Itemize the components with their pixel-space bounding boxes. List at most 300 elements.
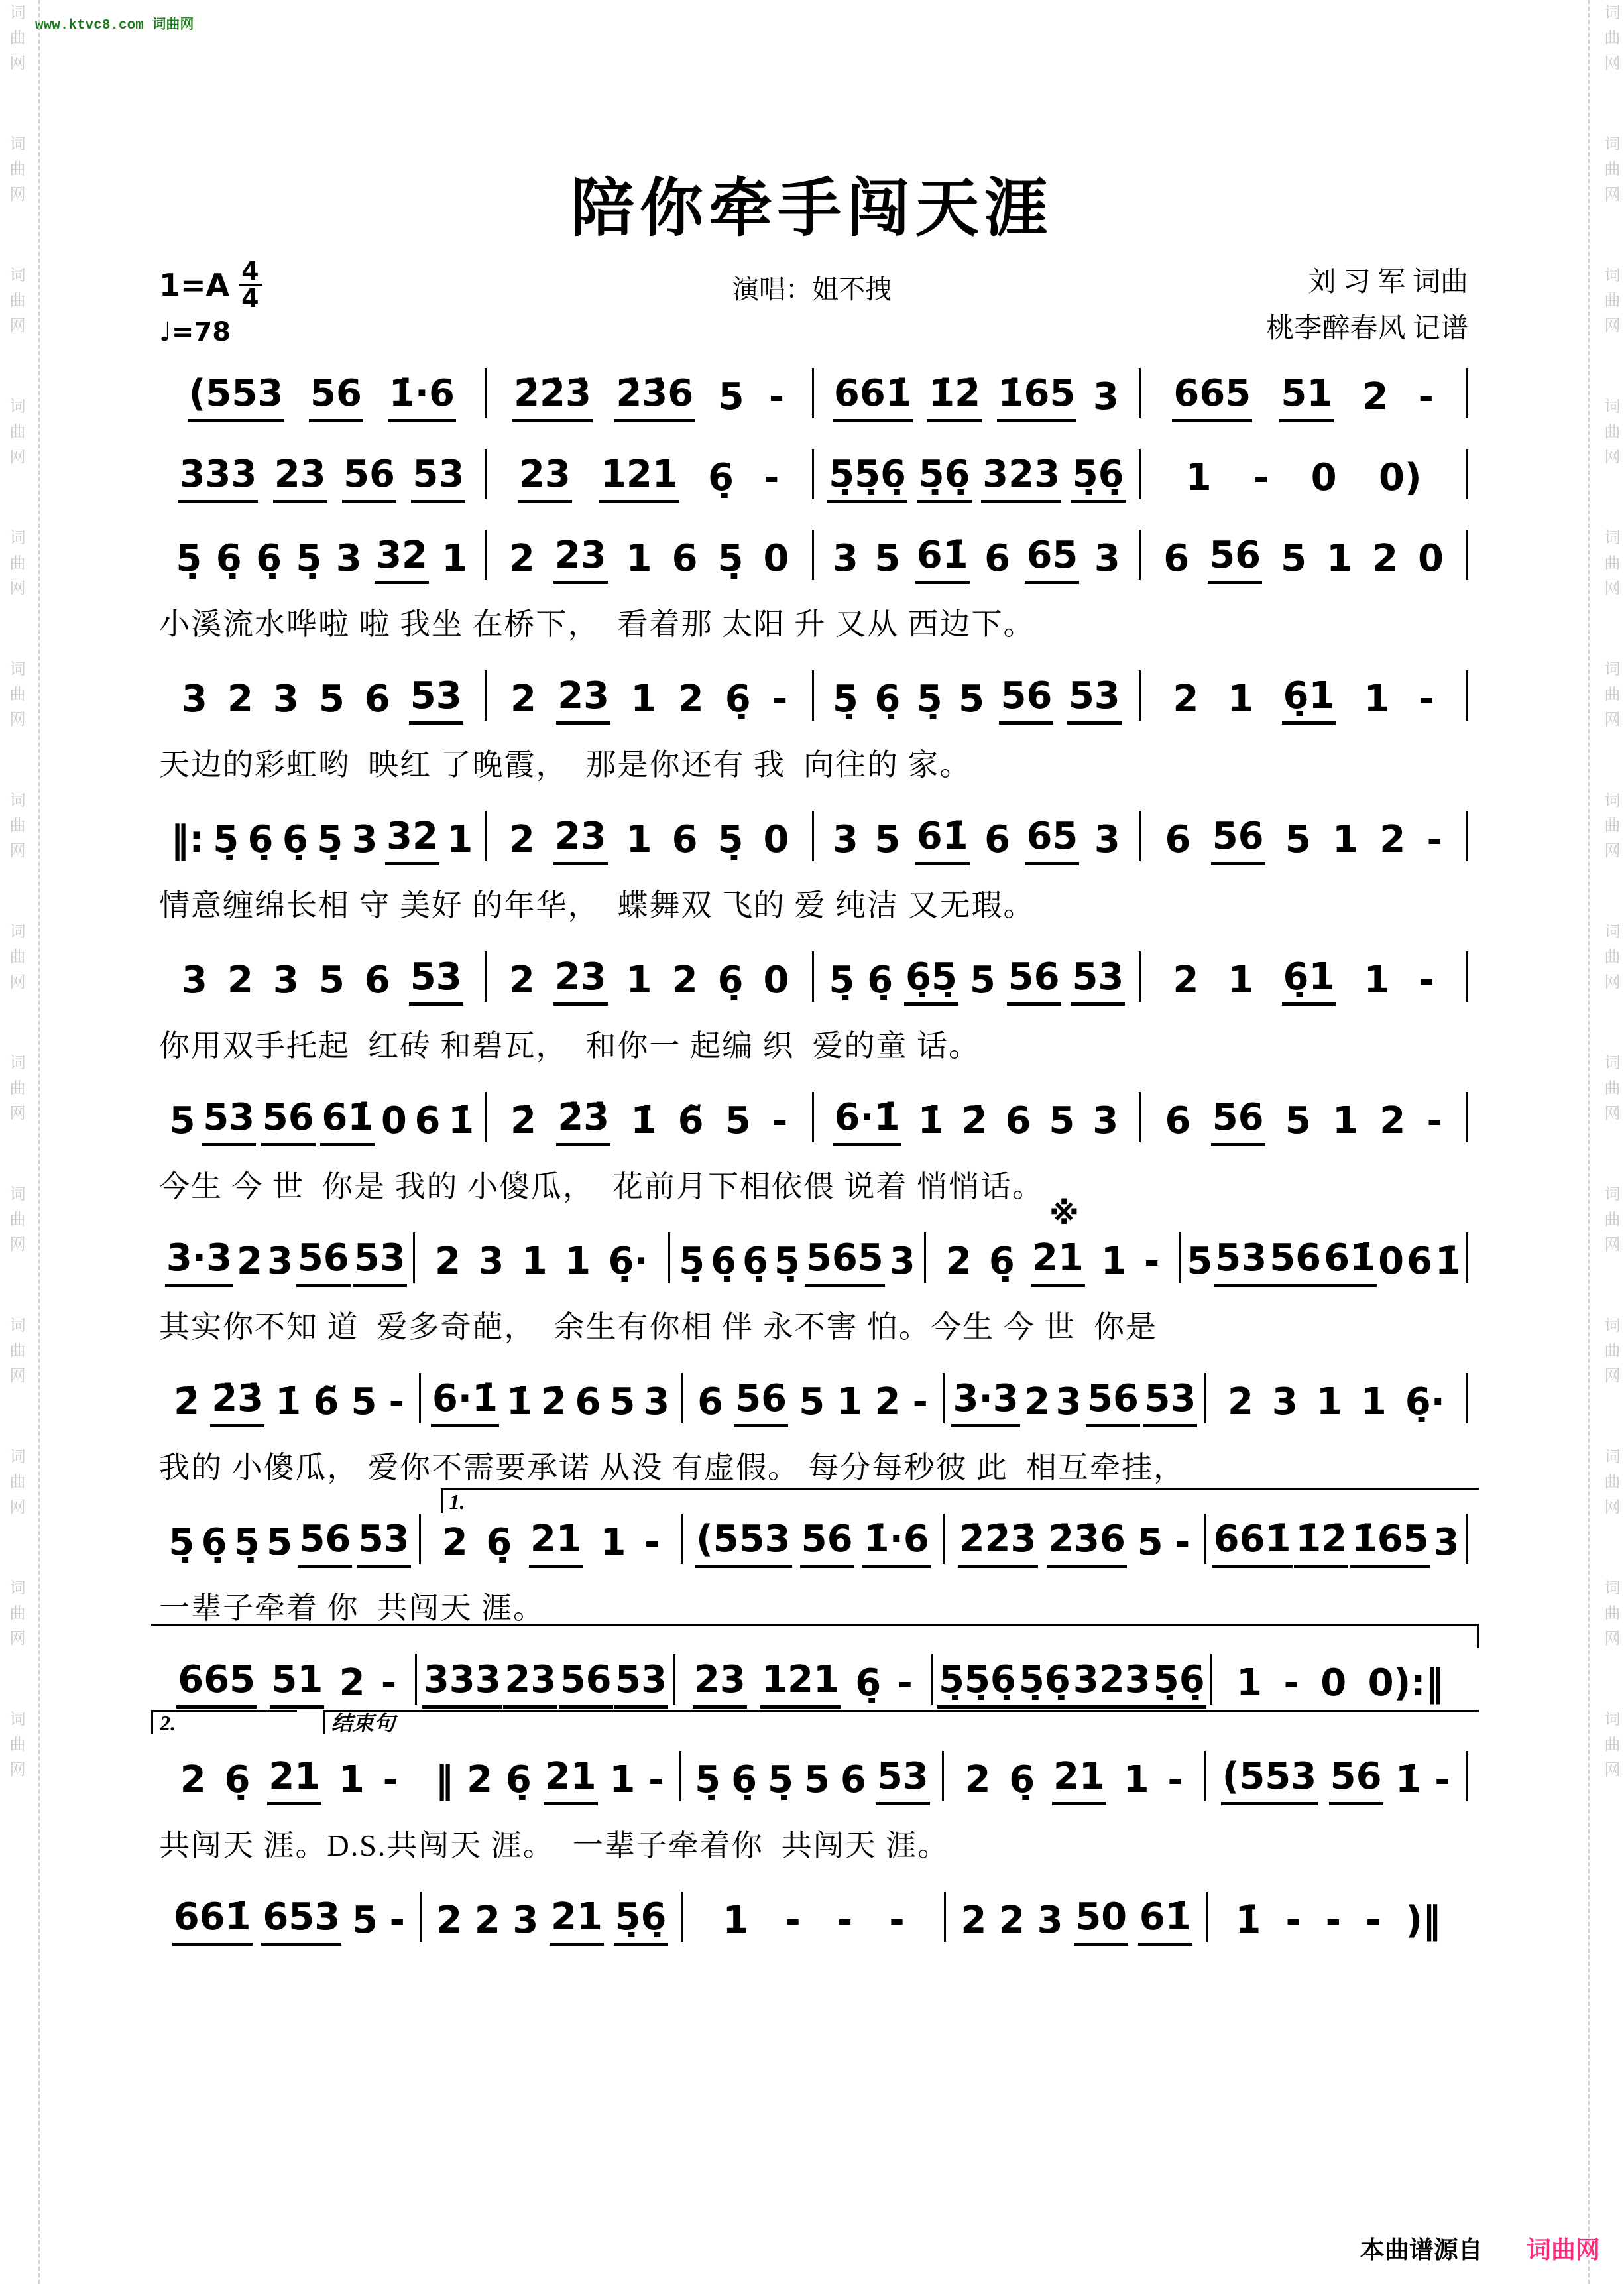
note-token: 6̣1	[1282, 673, 1336, 725]
note-token: 1	[630, 678, 657, 721]
measure	[1206, 1516, 1466, 1568]
score-line	[159, 1654, 1468, 1709]
score-line	[159, 368, 1468, 422]
note-token: 5̣	[774, 1240, 800, 1284]
note-token: 56	[800, 1516, 854, 1568]
measure	[159, 954, 485, 1006]
lyrics-line: 共闯天 涯。D.S.共闯天 涯。 一辈子牵着你 共闯天 涯。	[159, 1829, 950, 1862]
barline	[1466, 368, 1468, 418]
note-token: 1̇	[506, 1380, 532, 1424]
note-token: 1̇	[1395, 1758, 1421, 1802]
measure	[487, 451, 812, 503]
note-token: 6	[364, 678, 390, 721]
note-token: -	[1426, 1099, 1442, 1143]
note-token: 5̣	[213, 818, 239, 862]
note-token: 3	[1433, 1521, 1460, 1565]
notation-credit: 桃李醉春风 记谱	[1266, 314, 1468, 344]
note-token: 5̣	[176, 537, 202, 581]
note-token: 53	[1143, 1376, 1198, 1427]
measure	[814, 371, 1139, 422]
note-token: 61̇	[320, 1095, 375, 1146]
note-token: 1	[1363, 959, 1390, 1002]
note-token: 2	[467, 1758, 493, 1802]
note-token: -	[772, 1099, 788, 1143]
note-token: 56	[999, 673, 1053, 725]
note-token: 23	[553, 532, 608, 584]
lyrics-line: 我的 小傻瓜， 爱你不需要承诺 从没 有虚假。 每分每秒彼 此 相互牵挂，	[159, 1451, 1185, 1484]
note-token: 23	[693, 1657, 747, 1709]
note-token: 2̇3̇6	[1047, 1516, 1127, 1568]
notes-row	[159, 449, 1468, 503]
note-token: 32	[375, 532, 429, 584]
note-token: 56	[559, 1657, 613, 1709]
barline	[1466, 1751, 1468, 1801]
note-token: 5	[609, 1380, 636, 1424]
note-token: 2	[227, 959, 253, 1002]
note-token: 3	[478, 1240, 504, 1284]
note-token: 5	[1049, 1099, 1075, 1143]
note-token: -	[1419, 678, 1434, 721]
barline	[1466, 530, 1468, 580]
note-token: -	[382, 1758, 398, 1802]
note-token: -	[837, 1899, 853, 1943]
lyrics-line: 今生 今 世 你是 我的 小傻瓜， 花前月下相依偎 说着 悄悄话。	[159, 1170, 1044, 1203]
note-token: 3	[1094, 537, 1120, 581]
note-token: 1	[1326, 537, 1353, 581]
score	[159, 368, 1468, 1972]
measure	[159, 451, 485, 503]
note-token: (553	[1221, 1754, 1318, 1805]
note-token: 5	[718, 375, 744, 419]
note-token: 3	[1092, 1099, 1119, 1143]
note-token: -	[1418, 375, 1434, 419]
note-token: 1	[565, 1240, 591, 1284]
note-token: 2̇	[174, 1380, 200, 1424]
note-token: 2	[1024, 1380, 1051, 1424]
note-token: 3	[1094, 818, 1120, 862]
note-token: 2	[1379, 818, 1406, 862]
measure	[1181, 1235, 1466, 1287]
note-token: 6̣	[855, 1661, 882, 1705]
note-token: 0	[1310, 456, 1337, 500]
note-token: 661̇	[172, 1894, 253, 1946]
tempo-marking: ♩=78	[159, 317, 231, 347]
score-line	[159, 951, 1468, 1065]
note-token: 1	[600, 1521, 626, 1565]
note-token: 53	[202, 1095, 256, 1146]
measure	[683, 1376, 943, 1427]
note-token: 2̇	[510, 1099, 536, 1143]
note-token: 2	[510, 678, 536, 721]
note-token: 1	[723, 1899, 749, 1943]
note-token: 2	[1173, 959, 1199, 1002]
measure	[683, 1897, 944, 1946]
note-token: 6̣	[486, 1521, 512, 1565]
note-token: 5	[318, 959, 345, 1002]
note-token: 65	[1025, 813, 1079, 865]
measure	[487, 954, 812, 1006]
note-token: 5̣6̣	[1017, 1657, 1072, 1709]
measure	[946, 1894, 1206, 1946]
measure	[159, 1376, 419, 1427]
note-token: 2	[1227, 1380, 1253, 1424]
note-token: 3	[512, 1899, 539, 1943]
note-token: 6	[840, 1758, 866, 1802]
lyrics-line: 你用双手托起 红砖 和碧瓦， 和你一 起编 织 爱的童 话。	[159, 1029, 980, 1063]
note-token: 1̇2̇	[927, 371, 982, 422]
note-token: 1	[609, 1758, 636, 1802]
note-token: 3	[1092, 375, 1119, 419]
note-token: 1̇·6	[388, 371, 456, 422]
measure	[159, 1516, 419, 1568]
measure	[487, 532, 812, 584]
note-token: 3	[644, 1380, 670, 1424]
note-token: 5̣	[829, 959, 855, 1002]
note-token: 0	[763, 959, 789, 1002]
note-token: 53	[409, 954, 463, 1006]
note-token: 6̣·	[608, 1240, 648, 1284]
note-token: 6̣	[247, 818, 274, 862]
note-token: 0	[763, 537, 789, 581]
note-token: -	[1365, 1899, 1381, 1943]
note-token: 56	[296, 1235, 351, 1287]
note-token: 1	[1360, 1380, 1387, 1424]
note-token: 3	[1037, 1899, 1063, 1943]
notes-row	[159, 1232, 1468, 1287]
note-token: 565	[805, 1235, 885, 1287]
note-token: 2	[1372, 537, 1398, 581]
barline	[1466, 811, 1468, 861]
measure	[945, 1376, 1204, 1427]
measure	[417, 1657, 673, 1709]
note-token: ‖:	[170, 818, 204, 862]
note-token: -	[644, 1521, 660, 1565]
measure	[159, 1095, 485, 1146]
measure	[1206, 1379, 1466, 1427]
note-token: 56	[261, 1095, 316, 1146]
note-token: 2	[677, 678, 704, 721]
measure	[1141, 673, 1466, 725]
note-token: 1	[626, 537, 652, 581]
note-token: 1̇65	[1350, 1516, 1430, 1568]
note-token: 1	[1228, 678, 1254, 721]
note-token: 6̣	[742, 1240, 768, 1284]
note-token: 2̇2̇3̇	[512, 371, 593, 422]
measure	[1141, 532, 1466, 584]
note-token: 6̣	[731, 1758, 758, 1802]
note-token: 1	[1332, 818, 1359, 862]
volta-label: 1.	[449, 1490, 465, 1514]
note-token: 3	[266, 1240, 293, 1284]
note-token: -	[1426, 818, 1442, 862]
note-token: 2̇3̇	[556, 1095, 610, 1146]
measure	[1141, 954, 1466, 1006]
note-token: 1	[626, 818, 652, 862]
note-token: 5̣	[679, 1240, 705, 1284]
note-token: 5̣6̣	[1071, 451, 1126, 503]
note-token: 5	[1137, 1521, 1163, 1565]
note-token: 2	[964, 1758, 991, 1802]
note-token: 5	[725, 1099, 751, 1143]
note-token: 21	[529, 1516, 583, 1568]
note-token: 6̣	[505, 1758, 532, 1802]
note-token: 1	[1316, 1380, 1342, 1424]
note-token: 6	[1165, 1099, 1191, 1143]
note-token: 6̣	[988, 1240, 1015, 1284]
note-token: 6̣1	[1282, 954, 1336, 1006]
note-token: 5	[1285, 818, 1311, 862]
note-token: 2	[474, 1899, 500, 1943]
note-token: 5̣	[695, 1758, 721, 1802]
note-token: 6	[1163, 537, 1190, 581]
measure	[159, 1657, 415, 1709]
measure	[814, 1095, 1139, 1146]
note-token: 5̣	[233, 1521, 260, 1565]
measure	[1141, 1095, 1466, 1146]
measure	[683, 1516, 943, 1568]
measure	[681, 1754, 942, 1805]
note-token: 53	[1067, 673, 1122, 725]
measure	[420, 1754, 680, 1805]
note-token: 0	[763, 818, 789, 862]
song-title: 陪你牵手闯天涯	[571, 173, 1053, 244]
note-token: 61̇	[915, 532, 970, 584]
note-token: 3·3	[165, 1235, 233, 1287]
note-token: 665	[1172, 371, 1252, 422]
score-line	[159, 811, 1468, 925]
measure	[159, 371, 485, 422]
footer-credit	[1360, 2230, 1600, 2265]
lyrics-line: 小溪流水哗啦 啦 我坐 在桥下， 看着那 太阳 升 又从 西边下。	[159, 607, 1035, 641]
note-token: 1	[837, 1380, 863, 1424]
note-token: -	[768, 375, 785, 419]
note-token: 2	[1379, 1099, 1406, 1143]
note-token: 121	[760, 1657, 841, 1709]
note-token: 23	[518, 451, 572, 503]
volta-continuation	[151, 1624, 1479, 1648]
note-token: 6	[414, 1099, 441, 1143]
notes-row	[159, 951, 1468, 1006]
note-token: 56	[1086, 1376, 1140, 1427]
measure	[421, 1376, 681, 1427]
note-token: -	[648, 1758, 664, 1802]
note-token: 5	[803, 1758, 830, 1802]
barline	[1466, 670, 1468, 721]
note-token: 2	[1173, 678, 1199, 721]
note-token: 6	[671, 818, 698, 862]
note-token: 2̇3̇6	[614, 371, 695, 422]
note-token: 23	[553, 813, 608, 865]
notes-row	[159, 1373, 1468, 1427]
note-token: 6̣	[867, 959, 894, 1002]
note-token: 3	[832, 818, 858, 862]
note-token: -	[1285, 1899, 1301, 1943]
note-token: 53	[614, 1657, 668, 1709]
note-token: 6̣	[256, 537, 282, 581]
note-token: 56	[1007, 954, 1061, 1006]
note-token: 2	[339, 1661, 365, 1705]
barline	[1466, 1232, 1468, 1283]
right-edge-dashed-rule	[1588, 0, 1590, 2284]
barline	[1466, 1373, 1468, 1423]
note-token: 5̣	[717, 537, 744, 581]
measure	[1208, 1897, 1468, 1946]
note-token: 6̣	[707, 456, 734, 500]
note-token: 2̇	[540, 1380, 567, 1424]
note-token: 1̇	[1235, 1899, 1261, 1943]
note-token: 53	[1214, 1235, 1268, 1287]
footer-source-label: 本曲谱源自	[1360, 2236, 1483, 2263]
note-token: 6̣	[711, 1240, 737, 1284]
note-token: 23	[553, 954, 608, 1006]
key-time-signature	[159, 259, 262, 311]
measure	[487, 1095, 812, 1146]
score-line	[159, 1711, 1468, 1865]
note-token: 56	[1211, 813, 1265, 865]
note-token: 1	[1100, 1240, 1127, 1284]
composer-credit: 刘 习 军 词曲	[1308, 267, 1468, 298]
time-signature	[239, 259, 261, 311]
note-token: 3	[272, 959, 299, 1002]
note-token: 3	[335, 537, 362, 581]
note-token: 6	[575, 1380, 601, 1424]
note-token: 2	[874, 1380, 901, 1424]
note-token: -	[1143, 1240, 1160, 1284]
note-token: 5	[1285, 1099, 1311, 1143]
note-token: 3	[351, 818, 378, 862]
note-token: 323	[1072, 1657, 1152, 1709]
measure	[1206, 1754, 1466, 1805]
note-token: -	[388, 1380, 404, 1424]
note-token: 2	[508, 959, 535, 1002]
score-line	[159, 449, 1468, 503]
barline	[1466, 951, 1468, 1002]
note-token: 5̣	[317, 818, 343, 862]
note-token: 6̣·	[1405, 1380, 1445, 1424]
note-token: -	[889, 1899, 905, 1943]
note-token: 6	[1005, 1099, 1031, 1143]
score-line	[159, 1490, 1468, 1628]
note-token: 6̣	[224, 1758, 251, 1802]
note-token: 6̣	[282, 818, 308, 862]
note-token: 5̣	[916, 678, 943, 721]
note-token: 333	[422, 1657, 502, 1709]
note-token: 56	[298, 1516, 352, 1568]
note-token: 653	[261, 1894, 341, 1946]
note-token: 3	[1055, 1380, 1082, 1424]
note-token: 1	[1185, 456, 1212, 500]
measure	[670, 1235, 924, 1287]
measure	[933, 1657, 1210, 1709]
barline	[1466, 1514, 1468, 1564]
note-token: 3·3	[951, 1376, 1019, 1427]
time-signature-denominator: 4	[241, 284, 259, 313]
note-token: 5̣6̣	[917, 451, 972, 503]
note-token: 5	[874, 537, 901, 581]
note-token: 2	[237, 1240, 263, 1284]
time-signature-numerator: 4	[239, 259, 261, 286]
measure	[945, 1516, 1204, 1568]
note-token: 3	[272, 678, 299, 721]
note-token: 56	[1329, 1754, 1383, 1805]
notes-row	[159, 1892, 1468, 1946]
measure	[814, 532, 1139, 584]
note-token: 1	[521, 1240, 548, 1284]
note-token: 1	[1228, 959, 1254, 1002]
note-token: -	[1325, 1899, 1341, 1943]
note-token: 2	[227, 678, 253, 721]
note-token: 2	[999, 1899, 1025, 1943]
measure	[1141, 813, 1466, 865]
note-token: 6	[364, 959, 390, 1002]
note-token: 51	[1279, 371, 1334, 422]
note-token: 1	[441, 537, 468, 581]
note-token: 53	[353, 1235, 407, 1287]
lyrics-line: 情意缠绵长相 守 美好 的年华， 蝶舞双 飞的 爱 纯洁 又无瑕。	[159, 888, 1035, 922]
note-token: 3	[1271, 1380, 1298, 1424]
segno-mark: ※	[1049, 1195, 1079, 1231]
score-line	[159, 670, 1468, 784]
note-token: 51	[270, 1657, 324, 1709]
note-token: 2	[434, 1240, 461, 1284]
note-token: 6̣5̣	[904, 954, 958, 1006]
note-token: 1̇·6	[862, 1516, 931, 1568]
note-token: 21	[544, 1754, 598, 1805]
volta-label: 2.	[160, 1711, 176, 1735]
footer-site-badge: 词曲网	[1527, 2236, 1600, 2263]
note-token: 6̣	[201, 1521, 227, 1565]
measure	[415, 1238, 669, 1287]
note-token: 333	[178, 451, 258, 503]
measure	[926, 1235, 1180, 1287]
note-token: 32	[385, 813, 439, 865]
notes-row	[159, 1092, 1468, 1146]
lyrics-line: 一辈子牵着 你 共闯天 涯。	[159, 1591, 545, 1625]
score-line	[159, 1892, 1468, 1946]
note-token: 5̣	[717, 818, 744, 862]
left-edge-dashed-rule	[38, 0, 40, 2284]
note-token: 1	[1123, 1758, 1149, 1802]
note-token: 56	[1211, 1095, 1265, 1146]
measure	[814, 673, 1139, 725]
notes-row	[159, 1751, 1468, 1805]
note-token: 6̣	[725, 678, 751, 721]
note-token: 5	[874, 818, 901, 862]
note-token: 1̇	[1435, 1240, 1461, 1284]
note-token: 2	[945, 1240, 972, 1284]
note-token: 1̇	[630, 1099, 657, 1143]
note-token: 2̇3̇	[210, 1376, 264, 1427]
note-token: 53	[409, 673, 463, 725]
note-token: 56	[342, 451, 396, 503]
score-line	[159, 1092, 1468, 1206]
note-token: 61̇	[915, 813, 970, 865]
note-token: 6̣	[215, 537, 242, 581]
note-token: -	[389, 1899, 405, 1943]
note-token: 0	[1378, 1240, 1405, 1284]
measure	[1141, 455, 1466, 503]
note-token: 2	[960, 1899, 987, 1943]
notes-row	[159, 1514, 1468, 1568]
note-token: 2	[1362, 375, 1389, 419]
volta-volta1	[441, 1488, 1479, 1513]
notes-row	[159, 530, 1468, 584]
note-token: 1	[1363, 678, 1390, 721]
volta-ending	[323, 1710, 1479, 1734]
note-token: 1	[1332, 1099, 1359, 1143]
singer-credit: 演唱：姐不拽	[732, 274, 892, 304]
note-token: 50	[1074, 1894, 1128, 1946]
